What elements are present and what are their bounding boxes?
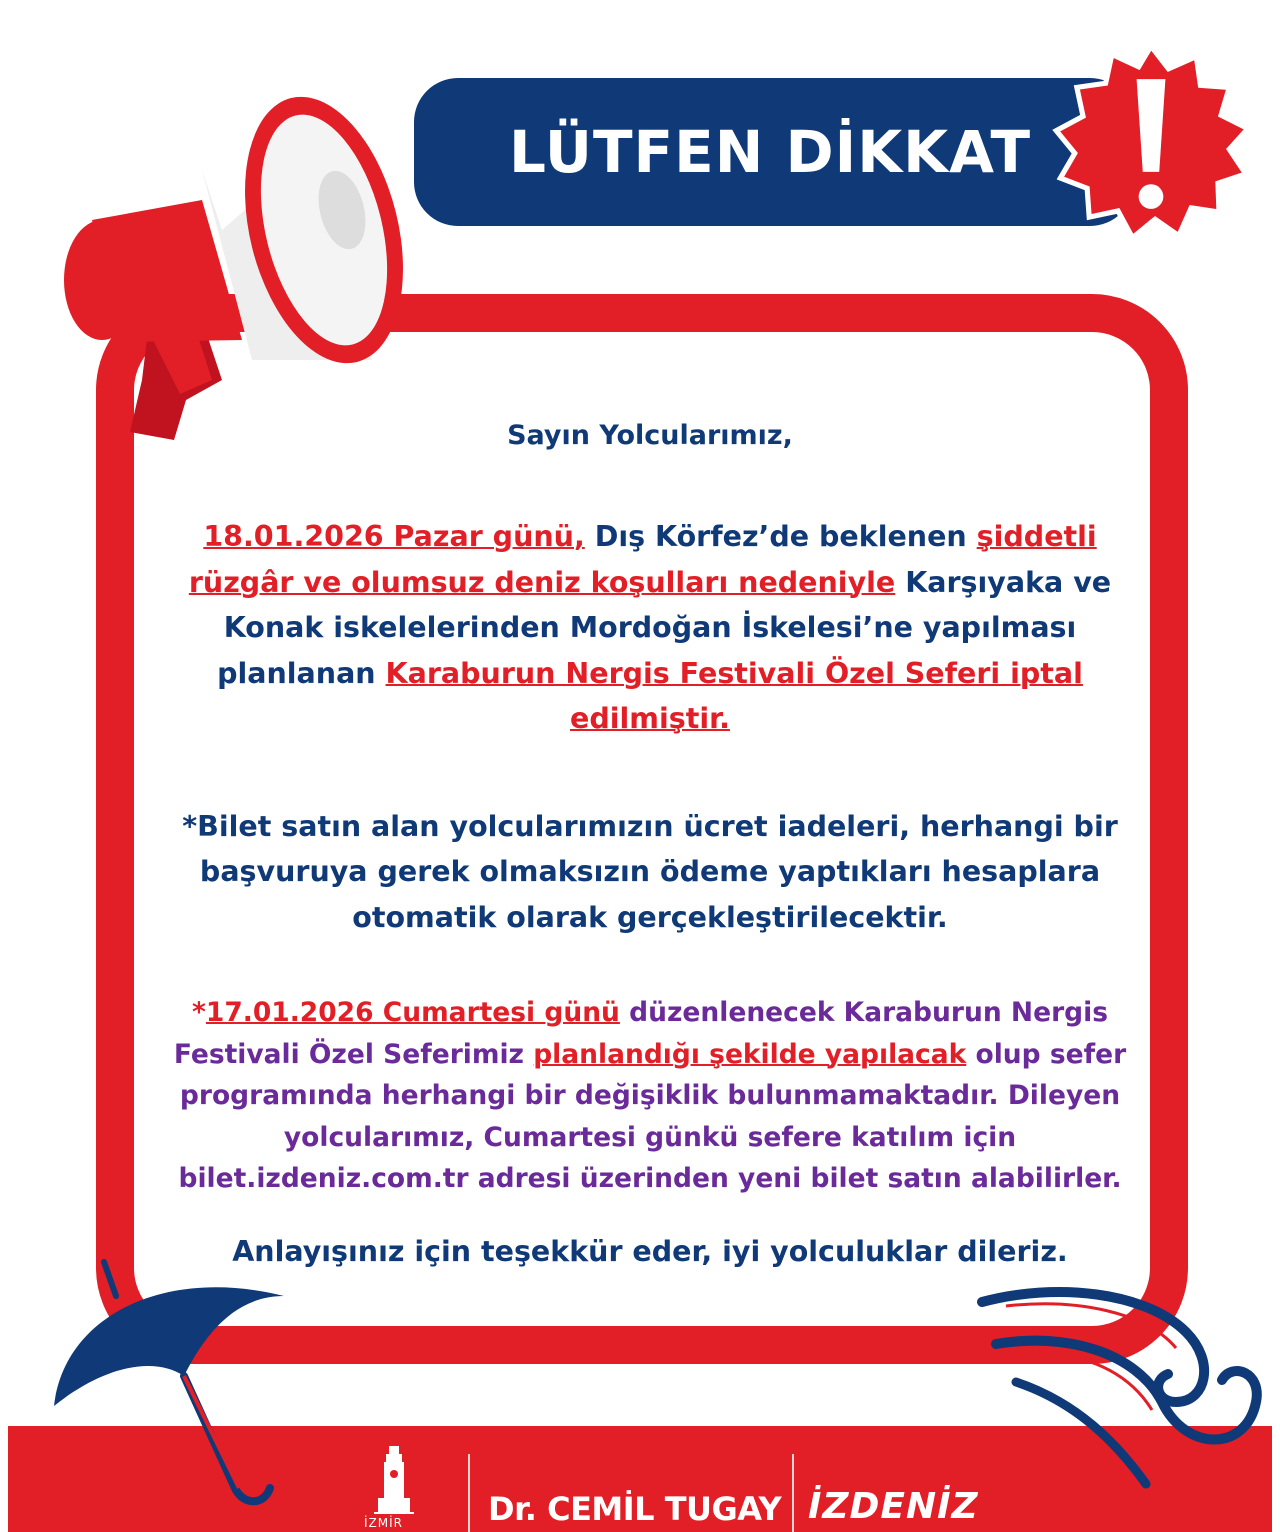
greeting: Sayın Yolcularımız, (507, 420, 793, 451)
cancel-cause: şiddetli rüzgâr ve olumsuz deniz koşulları nedeniyle (188, 520, 1097, 599)
refund-paragraph: *Bilet satın alan yolcularımızın ücret iadeleri, herhangi bir başvuruya gerek olmaksızın ödeme yaptıkları hesaplara otomatik olarak gerçekleştirilecektir. (182, 809, 1118, 934)
closing-line: Anlayışınız için teşekkür eder, iyi yolculuklar dileriz. (232, 1234, 1068, 1268)
saturday-date: 17.01.2026 Cumartesi günü (205, 997, 620, 1028)
p3-star: * (192, 997, 206, 1028)
wind-swirl-icon (976, 1262, 1266, 1492)
cancel-date: 18.01.2026 Pazar günü, (203, 520, 585, 553)
p1-text-2: Karşıyaka ve Konak iskelelerinden Mordoğan İskelesi’ne yapılması planlanan (217, 565, 1112, 690)
izmir-logo-text: İZMİR (364, 1516, 403, 1530)
p3-text-2: olup sefer programında herhangi bir değişiklik bulunmamaktadır. Dileyen yolcularımız, Cumartesi günkü sefere katılım için bilet.izdeniz.com.tr adresi üzerinden yeni bilet satın alabilirler. (178, 1038, 1127, 1194)
saturday-status: planlandığı şekilde yapılacak (533, 1038, 967, 1070)
umbrella-icon (34, 1256, 334, 1516)
izdeniz-logo: İZDENİZ (808, 1486, 979, 1527)
footer-divider (792, 1454, 794, 1532)
megaphone-icon (52, 80, 422, 460)
exclamation-icon (1048, 40, 1254, 246)
cancel-statement: Karaburun Nergis Festivali Özel Seferi iptal edilmiştir. (385, 656, 1083, 735)
p3-text-1: düzenlenecek Karaburun Nergis Festivali Özel Seferimiz (173, 997, 1108, 1070)
p1-text-1: Dış Körfez’de beklenen (584, 520, 977, 553)
mayor-name: Dr. CEMİL TUGAY (488, 1490, 782, 1528)
footer-divider (468, 1454, 470, 1532)
notice-content (140, 412, 1160, 1276)
saturday-paragraph (140, 992, 1160, 1200)
cancellation-paragraph (140, 514, 1160, 742)
page-title: LÜTFEN DİKKAT (508, 118, 1032, 186)
